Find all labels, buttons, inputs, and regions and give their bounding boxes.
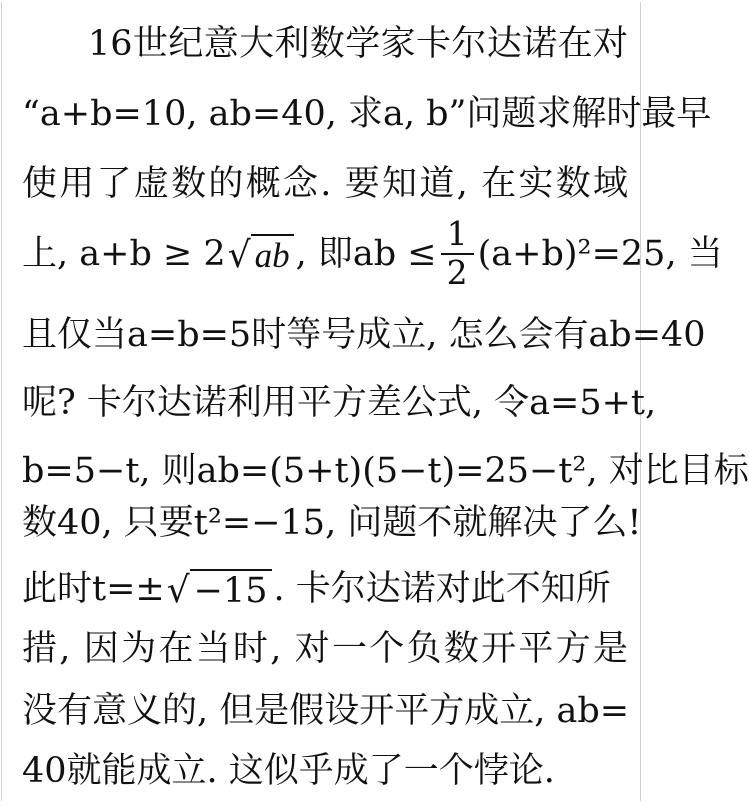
fraction [441, 214, 474, 292]
fraction-numerator: 1 [441, 217, 474, 255]
text-line-5: 且仅当a=b=5时等号成立, 怎么会有ab=40 [22, 315, 706, 355]
line4-after-frac: (a+b)²=25, 当 [477, 234, 723, 274]
text-line-12: 40就能成立. 这似乎成了一个悖论. [22, 751, 555, 791]
text-line-8: 数40, 只要t²=−15, 问题不就解决了么! [22, 503, 642, 543]
line9-after-sqrt: . 卡尔达诺对此不知所 [273, 569, 611, 609]
text-line-10: 措, 因为在当时, 对一个负数开平方是 [22, 629, 628, 669]
text-line-3: 使用了虚数的概念. 要知道, 在实数域 [22, 164, 628, 204]
sqrt-expression-2 [167, 569, 272, 610]
text-line-6: 呢? 卡尔达诺利用平方差公式, 令a=5+t, [22, 383, 657, 423]
radical-sign-icon: √ [227, 235, 251, 277]
page-frame [1, 2, 749, 801]
sqrt-argument: ab [251, 234, 294, 275]
text-line-7: b=5−t, 则ab=(5+t)(5−t)=25−t², 对比目标 [22, 451, 749, 491]
text-line-1: 16世纪意大利数学家卡尔达诺在对 [88, 24, 628, 64]
line4-mid: , 即ab ≤ [295, 234, 437, 274]
sqrt-argument-2: −15 [190, 569, 272, 610]
line9-before-sqrt: 此时t=± [22, 569, 165, 609]
text-line-2: “a+b=10, ab=40, 求a, b”问题求解时最早 [22, 94, 712, 134]
fraction-denominator: 2 [446, 253, 468, 292]
text-line-11: 没有意义的, 但是假设开平方成立, ab= [22, 691, 630, 731]
sqrt-expression [228, 234, 294, 275]
line4-before-sqrt: 上, a+b ≥ 2 [22, 234, 226, 274]
radical-sign-icon: √ [166, 570, 190, 612]
text-line-4 [22, 208, 723, 300]
